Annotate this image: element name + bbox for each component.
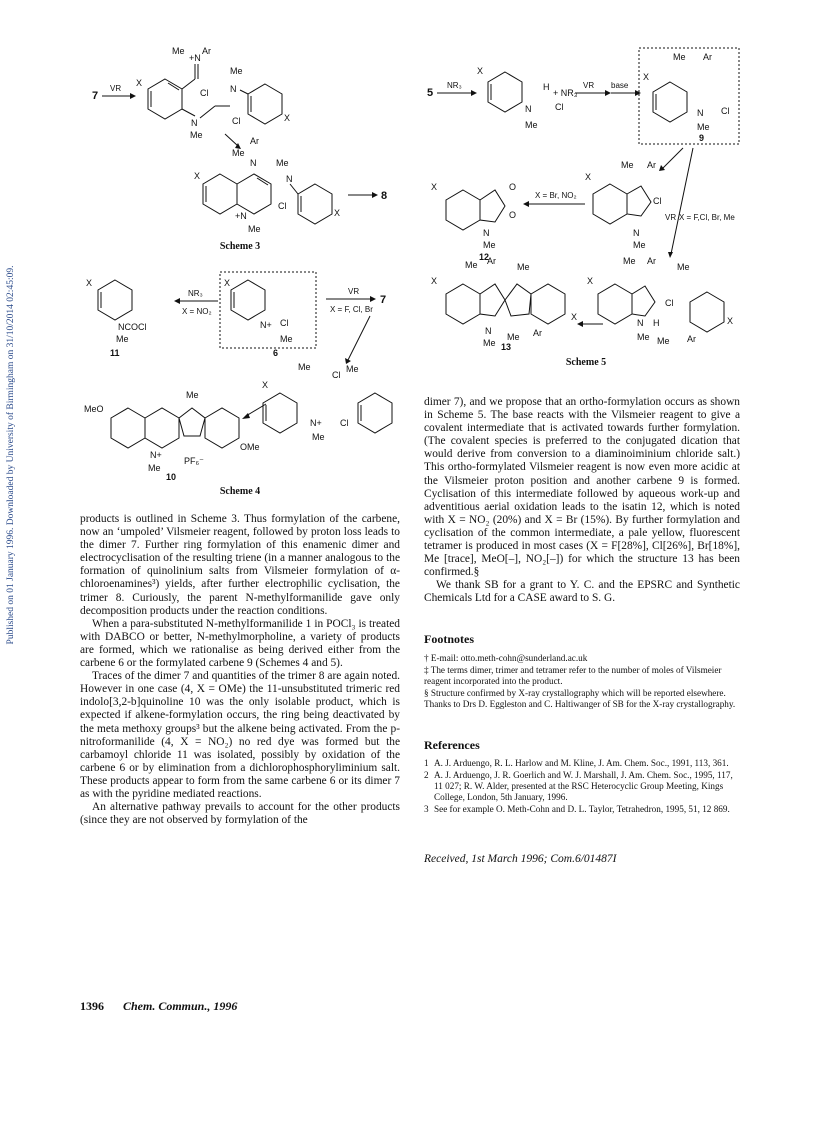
scheme-5-caption: Scheme 5 [565, 357, 607, 368]
scheme-5-me-f4: Me [657, 336, 670, 346]
scheme-3-n5: N [286, 174, 293, 184]
scheme-4-me11: Me [116, 334, 129, 344]
scheme-3-x2: X [284, 113, 291, 123]
scheme-4-me-top: Me [298, 362, 311, 372]
scheme-5-x-a: X [477, 66, 484, 76]
scheme-4-me10: Me [186, 390, 199, 400]
scheme-5-n-e: N [485, 326, 492, 336]
reference-1 [424, 758, 740, 769]
scheme-4-ncocl: NCOCl [118, 322, 147, 332]
scheme-4 [80, 268, 400, 488]
footnote-2: ‡ The terms dimer, trimer and tetramer refer to the number of moles of Vilsmeier reagent incorporated into the product. [424, 665, 722, 686]
left-paragraph-4: An alternative pathway prevails to account for the other products (since they are not observed by formylation of the [80, 801, 400, 827]
scheme-3-x3: X [194, 171, 201, 181]
reference-3 [424, 804, 740, 815]
scheme-5-me-c: Me [621, 160, 634, 170]
scheme-5-x-d: X [431, 182, 438, 192]
scheme-3-arrow-label: VR [110, 84, 122, 93]
scheme-4-me10b: Me [148, 463, 161, 473]
scheme-5-cpd12: 12 [479, 252, 490, 262]
scheme-5-me-e: Me [465, 260, 478, 270]
scheme-3-caption: Scheme 3 [219, 241, 261, 252]
scheme-5-cpd13: 13 [501, 342, 512, 352]
scheme-3-me2: Me [190, 130, 203, 140]
scheme-5-h: H [543, 82, 550, 92]
scheme-3-ar1: Ar [202, 46, 211, 56]
left-column [80, 513, 400, 827]
download-watermark-text: Published on 01 January 1996. Downloaded by University of Birmingham on 31/10/2014 02:45:09. [6, 265, 16, 645]
scheme-3 [90, 44, 390, 244]
scheme-4-caption: Scheme 4 [219, 486, 261, 497]
scheme-5-cl-b: Cl [721, 106, 730, 116]
page-number: 1396 [80, 999, 104, 1013]
scheme-5-ar-e2: Ar [533, 328, 542, 338]
footnote-1: † E-mail: otto.meth-cohn@sunderland.ac.uk [424, 653, 588, 663]
scheme-5-ar-c: Ar [647, 160, 656, 170]
scheme-5-me-c2: Me [633, 240, 646, 250]
scheme-3-cl1: Cl [200, 88, 209, 98]
scheme-3-me1: Me [172, 46, 185, 56]
scheme-5-ar-f: Ar [647, 256, 656, 266]
scheme-3-x4: X [334, 208, 341, 218]
scheme-4-xno2: X = NO₂ [182, 307, 212, 316]
scheme-5-o1: O [509, 182, 517, 192]
scheme-5-nr3plus: + NR₃ [553, 88, 578, 98]
scheme-3-start-label: 7 [92, 90, 99, 102]
right-column [424, 396, 740, 606]
scheme-3-nplus: +N [235, 211, 247, 221]
left-paragraph-1: products is outlined in Scheme 3. Thus formylation of the carbene, now an ‘umpoled’ Vilsmeier reagent, followed by proton loss leads to the dimer 7. Further ring formylation of this enamenic dimer and electrocyclisation of the resulting triene (in a manner analogous to the formation of quinolinium salts from Vilsmeier formylation of α-chloroenamines³) yields, after further electrophilic cyclisation, the trimer 8. Curiously, the parent N-methylformanilide gave only decomposition products under the reaction conditions. [80, 513, 400, 617]
scheme-4-n6: N+ [260, 320, 272, 330]
scheme-5 [425, 44, 745, 354]
scheme-5-n-b: N [697, 108, 704, 118]
scheme-3-n4: N [250, 158, 257, 168]
scheme-5-n-a: N [525, 104, 532, 114]
left-paragraph-2: When a para-substituted N-methylformanilide 1 in POCl₃ is treated with DABCO or better, N-methylmorpholine, a variety of products are formed, which we rationalise as being derived either from the carbene 6 or the formylated carbene 9 (Schemes 4 and 5). [80, 617, 400, 670]
scheme-3-n3: N [230, 84, 237, 94]
scheme-5-cl-f: Cl [665, 298, 674, 308]
scheme-5-me-e2: Me [517, 262, 530, 272]
scheme-5-me-d: Me [483, 240, 496, 250]
reference-2-number: 2 [424, 770, 429, 780]
scheme-5-vr: VR [583, 81, 595, 90]
scheme-3-n1: +N [189, 53, 201, 63]
scheme-5-n-d: N [483, 228, 490, 238]
right-paragraph-2: We thank SB for a grant to Y. C. and the EPSRC and Synthetic Chemicals Ltd for a CASE award to S. G. [424, 579, 740, 605]
scheme-5-me-e3: Me [483, 338, 496, 348]
scheme-3-me6: Me [248, 224, 261, 234]
reference-2 [424, 770, 740, 803]
scheme-5-x-f: X [587, 276, 594, 286]
scheme-4-cl-top: Cl [332, 370, 341, 380]
scheme-3-product-label: 8 [381, 190, 388, 202]
scheme-5-me-b2: Me [697, 122, 710, 132]
references-list [424, 758, 740, 816]
scheme-5-x-f2: X [727, 316, 734, 326]
scheme-4-me6: Me [280, 334, 293, 344]
scheme-4-pf6: PF₆⁻ [184, 456, 204, 466]
scheme-4-vr: VR [348, 287, 360, 296]
scheme-5-cl-a: Cl [555, 102, 564, 112]
scheme-5-cpd9: 9 [699, 133, 705, 143]
scheme-5-me-e4: Me [507, 332, 520, 342]
scheme-4-cl6: Cl [280, 318, 289, 328]
scheme-3-structures [90, 44, 390, 244]
scheme-4-nr3: NR₃ [188, 289, 203, 298]
scheme-5-x-e: X [431, 276, 438, 286]
received-line: Received, 1st March 1996; Com.6/01487I [424, 853, 617, 865]
journal-name: Chem. Commun., 1996 [123, 999, 238, 1013]
scheme-3-me4: Me [232, 148, 245, 158]
scheme-5-h-f: H [653, 318, 660, 328]
references-heading: References [424, 738, 480, 752]
scheme-4-ome: OMe [240, 442, 260, 452]
scheme-4-target: 7 [380, 294, 387, 306]
scheme-5-x-e2: X [571, 312, 578, 322]
scheme-3-x1: X [136, 78, 143, 88]
footnote-3: § Structure confirmed by X-ray crystallography which will be reported elsewhere. Thanks to Drs D. Eggleston and C. Haltiwanger of SB for the X-ray crystallography. [424, 688, 736, 709]
scheme-4-nplus-chain: N+ [310, 418, 322, 428]
page-footer [80, 999, 237, 1014]
scheme-3-ar2: Ar [250, 136, 259, 146]
footnotes-heading: Footnotes [424, 632, 474, 646]
scheme-5-xfcl: X = F,Cl, Br, Me [679, 213, 735, 222]
scheme-5-me-f2: Me [677, 262, 690, 272]
scheme-5-x-b: X [643, 72, 650, 82]
scheme-4-me-chain: Me [312, 432, 325, 442]
scheme-4-x6: X [224, 278, 231, 288]
scheme-5-x-c: X [585, 172, 592, 182]
scheme-3-cl2: Cl [232, 116, 241, 126]
reference-3-number: 3 [424, 804, 429, 814]
scheme-5-base: base [611, 81, 629, 90]
scheme-5-cl-c: Cl [653, 196, 662, 206]
scheme-5-start: 5 [427, 87, 434, 99]
scheme-3-cl3: Cl [278, 201, 287, 211]
scheme-4-structures [80, 268, 400, 488]
scheme-5-me-f3: Me [637, 332, 650, 342]
reference-1-number: 1 [424, 758, 429, 768]
scheme-5-xbrno2: X = Br, NO₂ [535, 191, 577, 200]
scheme-4-nplus10: N+ [150, 450, 162, 460]
scheme-5-ar-e: Ar [487, 256, 496, 266]
scheme-5-o2: O [509, 210, 517, 220]
reference-3-text: See for example O. Meth-Cohn and D. L. Taylor, Tetrahedron, 1995, 51, 12 869. [434, 804, 730, 814]
scheme-5-vrx: VR [665, 213, 677, 222]
scheme-4-cpd11: 11 [110, 348, 120, 358]
scheme-5-n-c: N [633, 228, 640, 238]
scheme-5-me-a: Me [525, 120, 538, 130]
scheme-3-me5: Me [276, 158, 289, 168]
scheme-5-me-f: Me [623, 256, 636, 266]
scheme-5-ar-b: Ar [703, 52, 712, 62]
scheme-3-me3: Me [230, 66, 243, 76]
scheme-4-x-chain: X [262, 380, 269, 390]
scheme-4-cpd6: 6 [273, 348, 279, 358]
scheme-5-structures [425, 44, 745, 354]
scheme-4-cl-chain: Cl [340, 418, 349, 428]
right-paragraph-1: dimer 7), and we propose that an ortho-formylation occurs as shown in Scheme 5. The base reacts with the Vilsmeier reagent to give a covalent intermediate that is activated towards further formylation. (The covalent species is preferred to the conjugated dication that would derive from conversion to a diaminoiminium chloride salt.) This ortho-formylated Vilsmeier reagent is now even more acidic at the Vilsmeier proton position and another carbene 9 is formed. Cyclisation of this intermediate followed by aqueous work-up and adventitious aerial oxidation leads to the isatin 12, which is noted with X = NO₂ (20%) and X = Br (15%). By further formylation and cyclisation of the common intermediate, a pale yellow, fluorescent tetramer is produced in most cases (X = F[28%], Cl[26%], Br[18%], Me [trace], MeO[–], NO₂[–]) for which the structure 13 has been confirmed.§ [424, 396, 740, 579]
scheme-4-cpd10: 10 [166, 472, 177, 482]
reference-2-text: A. J. Arduengo, J. R. Goerlich and W. J. Marshall, J. Am. Chem. Soc., 1995, 117, 11 027; R. W. Alder, presented at the RSC Heterocyclic Group Meeting, Kings College, London, 5th January, 1996. [434, 770, 733, 802]
scheme-5-ar-f2: Ar [687, 334, 696, 344]
left-paragraph-3: Traces of the dimer 7 and quantities of the trimer 8 are again noted. However in one case (4, X = OMe) the 11-unsubstituted trimeric red indolo[3,2-b]quinoline 10 was the only isolable product, which is expected if alkene-formylation occurs, the ring being deactivated by the meta methoxy groups³ but the alkene being activated. From the p-nitroformanilide (4, X = NO₂) no red dye was formed but the carbamoyl chloride 11 was isolated, possibly by oxidation of the carbene 6 or by elimination from a dichlorophosphoryliminium salt. These products appear to form from the same carbene 6 or its dimer 7 as with the pyridine mediated reactions. [80, 670, 400, 800]
scheme-5-nr3: NR₃ [447, 81, 462, 90]
scheme-4-xfcl: X = F, Cl, Br [330, 305, 373, 314]
scheme-3-n2: N [191, 118, 198, 128]
reference-1-text: A. J. Arduengo, R. L. Harlow and M. Kline, J. Am. Chem. Soc., 1991, 113, 361. [434, 758, 729, 768]
scheme-5-n-f: N [637, 318, 644, 328]
scheme-5-me-b: Me [673, 52, 686, 62]
scheme-4-me-top2: Me [346, 364, 359, 374]
scheme-4-meo: MeO [84, 404, 104, 414]
footnotes-list [424, 653, 740, 711]
scheme-4-x11: X [86, 278, 93, 288]
download-watermark [2, 240, 20, 670]
